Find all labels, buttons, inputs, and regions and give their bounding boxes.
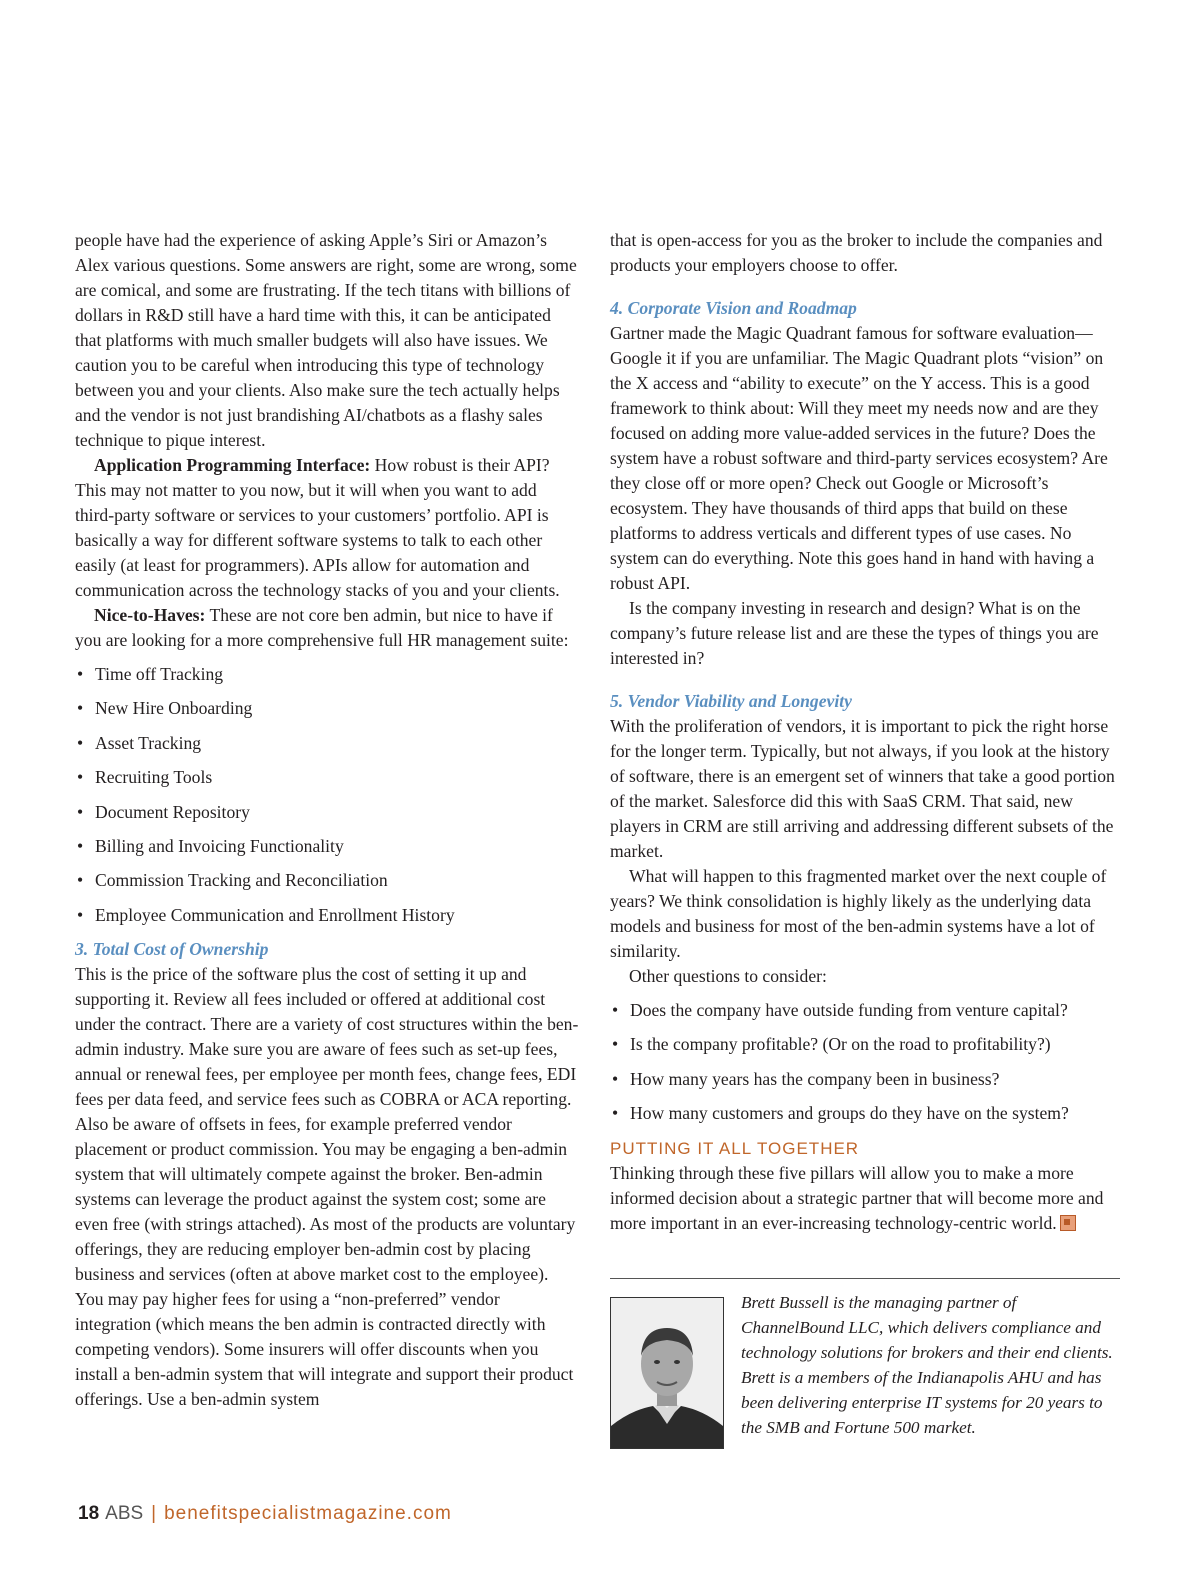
section-4-paragraph: Gartner made the Magic Quadrant famous for software evaluation—Google it if you are unfamiliar. The Magic Quadrant plots “vision” on the X access and “ability to execute” on the Y access. This is a good framework to think about: Will they meet my needs now and are they focused on adding more value-added services in the future? Does the system have a robust software and third-party services ecosystem? Are they close off or more open? Check out Google or Microsoft’s ecosystem. They have thousands of third apps that build on these platforms to address verticals and different types of use cases. No system can do everything. Note this goes hand in hand with having a robust API. <box>610 323 1108 593</box>
section-5-paragraph: With the proliferation of vendors, it is important to pick the right horse for the longer term. Typically, but not always, if you look at the history of software, there is an emergent set of winners that take a good portion of the market. Salesforce did this with SaaS CRM. That said, new players in CRM are still arriving and addressing different subsets of the market. <box>610 716 1115 861</box>
putting-together-heading: PUTTING IT ALL TOGETHER <box>610 1138 860 1158</box>
author-photo <box>610 1297 724 1449</box>
putting-together-paragraph <box>610 1161 1120 1236</box>
list-item: • New Hire Onboarding <box>75 696 580 721</box>
nice-to-haves-list <box>75 662 580 928</box>
section-4-paragraph-2: Is the company investing in research and design? What is on the company’s future release list and are these the types of things you are interested in? <box>610 598 1099 668</box>
api-lead: Application Programming Interface: <box>94 455 371 475</box>
list-item: • Time off Tracking <box>75 662 580 687</box>
list-item: • Commission Tracking and Reconciliation <box>75 868 580 893</box>
section-3-heading: 3. Total Cost of Ownership <box>75 939 269 960</box>
list-item: • How many customers and groups do they have on the system? <box>610 1101 1120 1126</box>
nice-to-haves-text: These are not core ben admin, but nice to have if you are looking for a more comprehensive full HR management suite: <box>75 605 569 650</box>
questions-list <box>610 998 1120 1126</box>
list-item: • Billing and Invoicing Functionality <box>75 834 580 859</box>
section-3-paragraph: This is the price of the software plus the cost of setting it up and supporting it. Review all fees included or offered at additional cost under the contract. There are a variety of cost structures within the ben-admin industry. Make sure you are aware of fees such as set-up fees, annual or renewal fees, per employee per month fees, change fees, EDI fees per data feed, and service fees such as COBRA or ACA reporting. Also be aware of offsets in fees, for example preferred vendor placement or product commission. You may be engaging a ben-admin system that will ultimately compete against the broker. Ben-admin systems can leverage the product against the system cost; some are even free (with strings attached). As most of the products are voluntary offerings, they are reducing employer ben-admin cost by placing business and services (often at above market cost to the employee). You may pay higher fees for using a “non-preferred” vendor integration (which means the ben admin is contracted directly with competing vendors). Some insurers will offer discounts when you install a ben-admin system that will integrate and support their product offerings. Use a ben-admin system <box>75 964 579 1410</box>
section-4-heading: 4. Corporate Vision and Roadmap <box>610 298 857 318</box>
end-mark-icon <box>1060 1215 1076 1231</box>
website-link[interactable]: benefitspecialistmagazine.com <box>164 1503 452 1524</box>
publication-abbrev: ABS <box>105 1503 144 1524</box>
bio-divider <box>610 1278 1120 1279</box>
api-paragraph <box>75 453 580 603</box>
nice-to-haves-lead: Nice-to-Haves: <box>94 605 206 625</box>
continued-paragraph: that is open-access for you as the broker to include the companies and products your employers choose to offer. <box>610 230 1103 275</box>
nice-to-haves-paragraph <box>75 603 580 653</box>
list-item: • Does the company have outside funding from venture capital? <box>610 998 1120 1023</box>
intro-paragraph: people have had the experience of asking Apple’s Siri or Amazon’s Alex various questions. Some answers are right, some are wrong, some are comical, and some are frustrating. If the tech titans with billions of dollars in R&D still have a hard time with this, it can be anticipated that platforms with much smaller budgets will also have issues. We caution you to be careful when introducing this type of technology between you and your clients. Also make sure the tech actually helps and the vendor is not just brandishing AI/chatbots as a flashy sales technique to pique interest. <box>75 230 577 450</box>
section-5-paragraph-3: Other questions to consider: <box>629 966 827 986</box>
list-item: • Recruiting Tools <box>75 765 580 790</box>
left-column <box>75 228 580 1412</box>
putting-together-text: Thinking through these five pillars will allow you to make a more informed decision about a strategic partner that will become more and more important in an ever-increasing technology-centric world. <box>610 1162 1104 1233</box>
list-item: • Asset Tracking <box>75 731 580 756</box>
list-item: • Employee Communication and Enrollment History <box>75 903 580 928</box>
list-item: • How many years has the company been in business? <box>610 1067 1120 1092</box>
page-number: 18 <box>78 1503 100 1524</box>
page-footer <box>78 1503 452 1525</box>
author-bio: Brett Bussell is the managing partner of ChannelBound LLC, which delivers compliance and technology solutions for brokers and their end clients. Brett is a members of the Indianapolis AHU and has been delivering enterprise IT systems for 20 years to the SMB and Fortune 500 market. <box>741 1293 1113 1437</box>
right-column <box>610 228 1120 1236</box>
footer-separator: | <box>151 1503 157 1524</box>
section-5-heading: 5. Vendor Viability and Longevity <box>610 691 852 711</box>
api-text: How robust is their API? This may not matter to you now, but it will when you want to add third-party software or services to your customers’ portfolio. API is basically a way for different software systems to talk to each other easily (at least for programmers). APIs allow for automation and communication across the technology stacks of you and your clients. <box>75 455 560 600</box>
list-item: • Document Repository <box>75 800 580 825</box>
list-item: • Is the company profitable? (Or on the road to profitability?) <box>610 1032 1120 1057</box>
section-5-paragraph-2: What will happen to this fragmented market over the next couple of years? We think consolidation is highly likely as the underlying data models and business for most of the ben-admin systems have a lot of similarity. <box>610 866 1107 961</box>
